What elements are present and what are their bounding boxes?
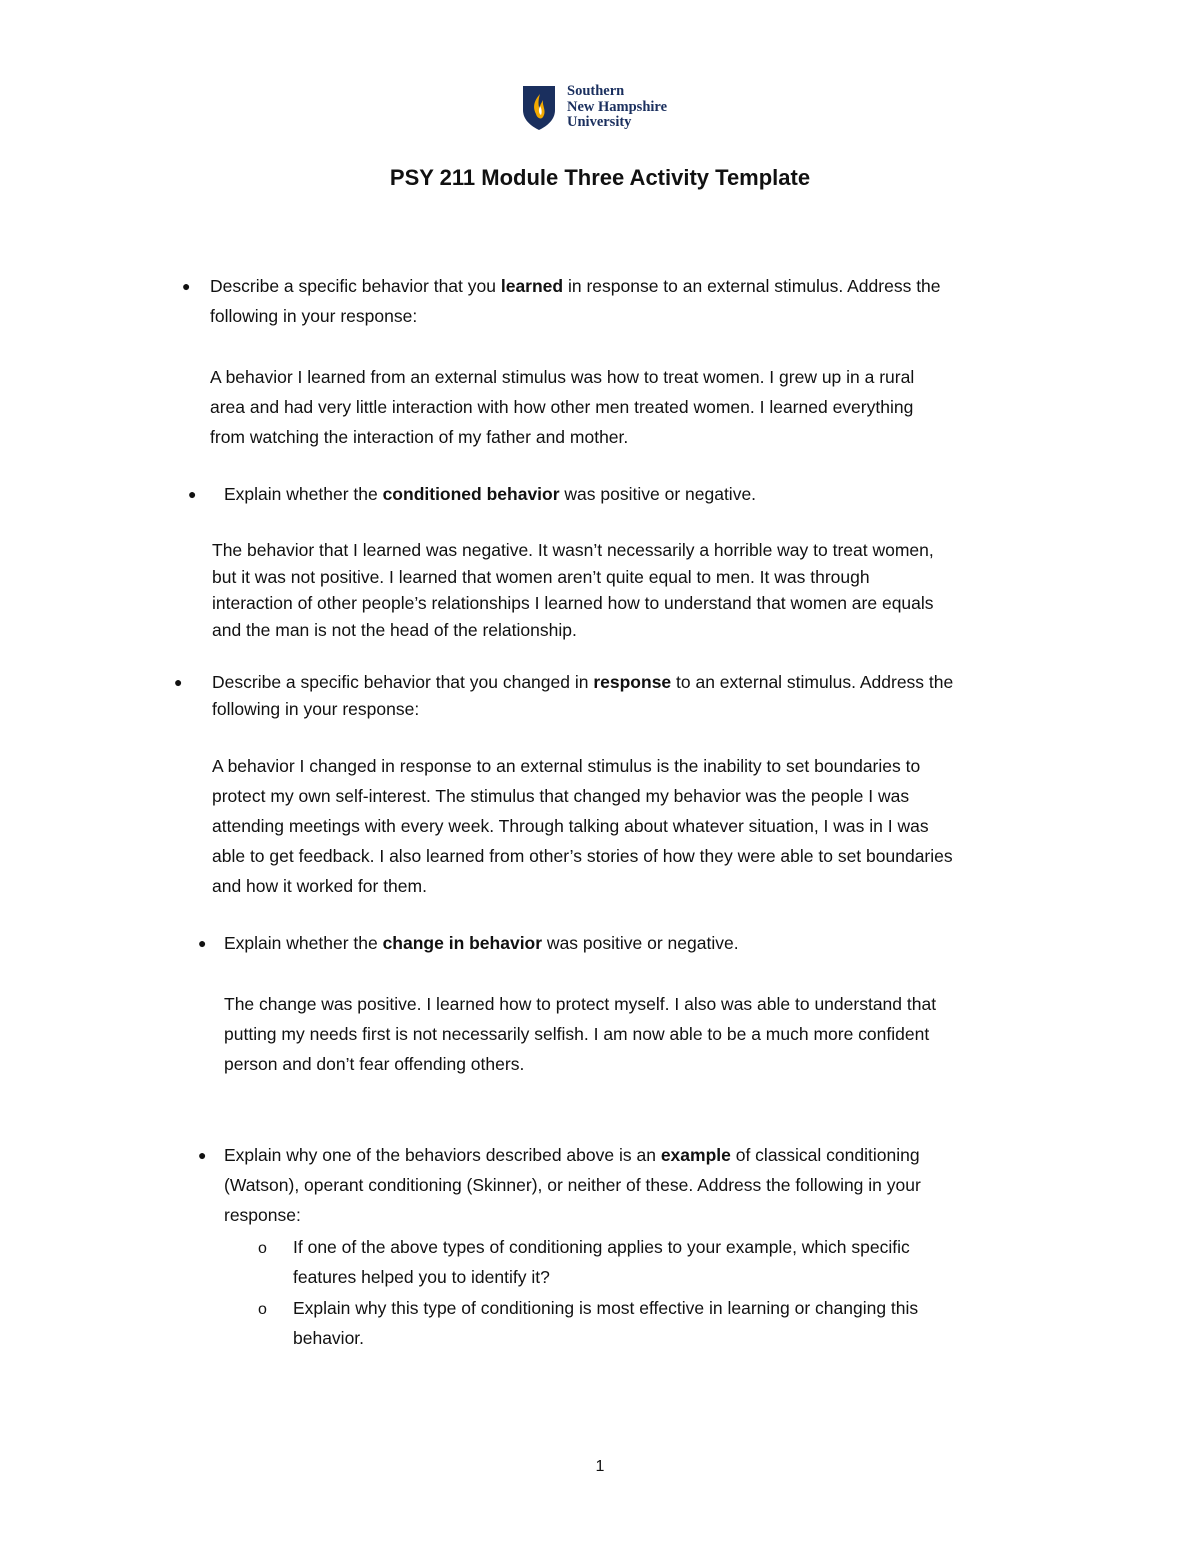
answer-line: able to get feedback. I also learned from other’s stories of how they were able to set boundaries	[212, 846, 953, 866]
q1-prompt-start: Describe a specific behavior that you	[210, 276, 501, 296]
bullet-icon: ●	[174, 674, 183, 690]
answer-4	[224, 989, 936, 1079]
answer-line: The behavior that I learned was negative. It wasn’t necessarily a horrible way to treat women,	[212, 540, 934, 560]
answer-line: from watching the interaction of my father and mother.	[210, 427, 629, 447]
answer-line: protect my own self-interest. The stimulus that changed my behavior was the people I was	[212, 786, 910, 806]
subitem-line: Explain why this type of conditioning is most effective in learning or changing this	[293, 1298, 919, 1318]
q3-prompt-end: to an external stimulus. Address the	[671, 672, 954, 692]
q5-prompt-end: of classical conditioning	[730, 1145, 920, 1165]
sub-bullet-marker: o	[258, 1301, 267, 1318]
q2-prompt-start: Explain whether the	[224, 484, 383, 504]
question-2	[224, 479, 756, 509]
question-3	[212, 669, 953, 722]
answer-line: putting my needs first is not necessarily selfish. I am now able to be a much more confident	[224, 1024, 930, 1044]
logo-wordmark	[567, 84, 707, 131]
q3-prompt-start: Describe a specific behavior that you changed in	[212, 672, 594, 692]
question-4	[224, 928, 739, 958]
q4-prompt-end: was positive or negative.	[542, 933, 739, 953]
q5-prompt-line-2: (Watson), operant conditioning (Skinner), or neither of these. Address the following in your	[224, 1175, 921, 1195]
bullet-icon: ●	[198, 1147, 207, 1163]
subitem-line: behavior.	[293, 1328, 365, 1348]
answer-line: A behavior I changed in response to an external stimulus is the inability to set boundaries to	[212, 756, 921, 776]
q5-subitem-1	[293, 1232, 910, 1292]
answer-line: and the man is not the head of the relationship.	[212, 619, 577, 640]
logo-line-1: Southern	[567, 83, 625, 99]
answer-line: interaction of other people’s relationships I learned how to understand that women are equals	[212, 593, 934, 613]
question-5	[224, 1140, 921, 1230]
answer-line: area and had very little interaction with how other men treated women. I learned everything	[210, 397, 914, 417]
answer-line: and how it worked for them.	[212, 876, 427, 896]
q5-prompt-line-3: response:	[224, 1205, 301, 1225]
q1-prompt-bold: learned	[500, 276, 564, 296]
answer-line: person and don’t fear offending others.	[224, 1054, 525, 1074]
q1-prompt-line-2: following in your response:	[210, 306, 418, 326]
page-number: 1	[595, 1458, 605, 1475]
question-1	[210, 271, 941, 331]
q5-prompt-start: Explain why one of the behaviors described above is an	[224, 1145, 661, 1165]
bullet-icon: ●	[198, 935, 207, 951]
q3-prompt-bold: response	[593, 672, 672, 692]
logo-line-2: New Hampshire	[567, 98, 668, 115]
document-title: PSY 211 Module Three Activity Template	[389, 165, 811, 190]
q5-subitem-2	[293, 1293, 918, 1353]
q2-prompt-bold: conditioned behavior	[382, 484, 560, 504]
answer-line: attending meetings with every week. Through talking about whatever situation, I was in I was	[212, 816, 929, 836]
logo-line-3: University	[567, 114, 632, 130]
q4-prompt-start: Explain whether the	[224, 933, 383, 953]
q4-prompt-bold: change in behavior	[382, 933, 543, 953]
subitem-line: features helped you to identify it?	[293, 1267, 550, 1287]
q1-prompt-end: in response to an external stimulus. Address the	[563, 276, 941, 296]
answer-3	[212, 751, 953, 901]
bullet-icon: ●	[188, 486, 197, 502]
answer-2	[212, 537, 934, 643]
answer-line: but it was not positive. I learned that women aren’t quite equal to men. It was through	[212, 566, 870, 587]
q5-prompt-bold: example	[660, 1145, 731, 1165]
q3-prompt-line-2: following in your response:	[212, 698, 420, 719]
bullet-icon: ●	[182, 278, 191, 294]
answer-line: A behavior I learned from an external stimulus was how to treat women. I grew up in a rural	[210, 367, 915, 387]
answer-line: The change was positive. I learned how to protect myself. I also was able to understand that	[224, 994, 937, 1014]
answer-1	[210, 362, 914, 452]
subitem-line: If one of the above types of conditioning applies to your example, which specific	[293, 1237, 910, 1257]
shield-flame-icon	[521, 84, 557, 132]
sub-bullet-marker: o	[258, 1240, 267, 1257]
q2-prompt-end: was positive or negative.	[559, 484, 757, 504]
